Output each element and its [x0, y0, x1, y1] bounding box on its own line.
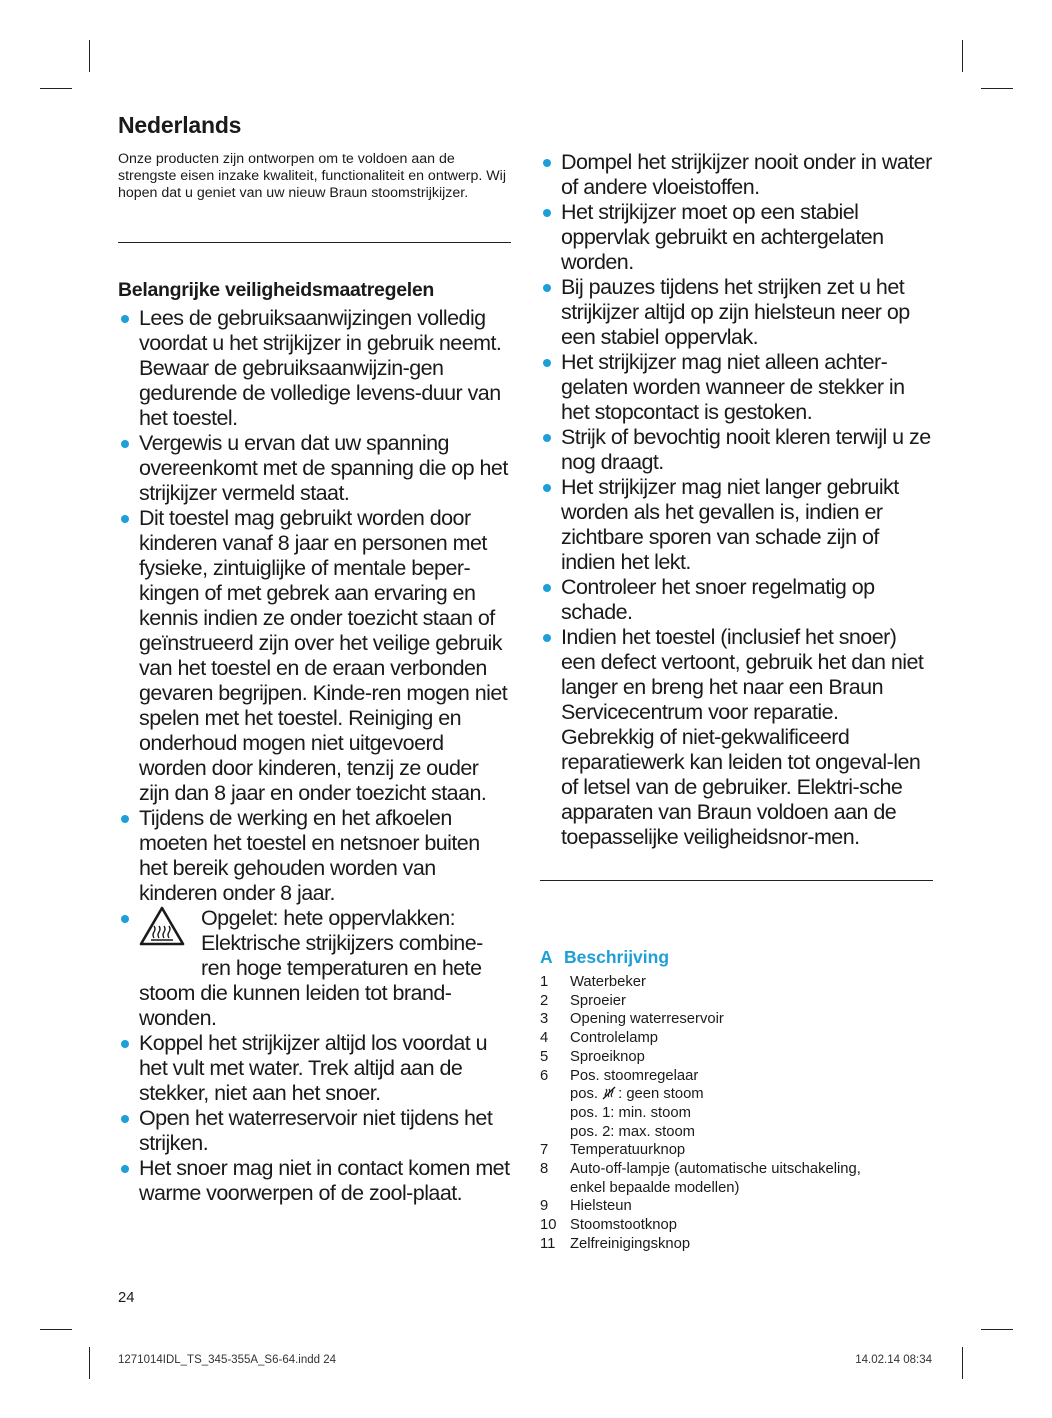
list-item: Dit toestel mag gebruikt worden door kinderen vanaf 8 jaar en personen met fysieke, zintuiglijke of mentale beper-kingen of met gebrek aan ervaring en kennis indien ze onder toezicht staan of geïnstrueerd zijn over het veilige gebruik van het toestel en de eraan verbonden gevaren begrijpen. Kinde-ren mogen niet spelen met het toestel. Reiniging en onderhoud mogen niet uitgevoerd worden door kinderen, tenzij ze ouder zijn dan 8 jaar en onder toezicht staan. [118, 506, 511, 806]
list-item: Vergewis u ervan dat uw spanning overeenkomt met de spanning die op het strijkijzer vermeld staat. [118, 431, 511, 506]
list-item: 7 Temperatuurknop [540, 1142, 686, 1159]
footer-date: 14.02.14 08:34 [855, 1354, 932, 1366]
list-item: 3 Opening waterreservoir [540, 1011, 724, 1028]
list-item: 9 Hielsteun [540, 1198, 632, 1215]
left-column [118, 112, 511, 1206]
page-title: Nederlands [118, 112, 242, 138]
bullet-icon [543, 434, 551, 442]
list-item: Strijk of bevochtig nooit kleren terwijl u ze nog draagt. [540, 425, 933, 475]
hot-surface-warning-icon [139, 906, 185, 946]
list-item: Het snoer mag niet in contact komen met warme voorwerpen of de zool-plaat. [118, 1156, 511, 1206]
crop-mark [40, 1329, 72, 1330]
bullet-icon [543, 359, 551, 367]
list-item: Open het waterreservoir niet tijdens het strijken. [118, 1106, 511, 1156]
safety-list [118, 306, 511, 1206]
warning-text-continued: stoom die kunnen leiden tot brand-wonden. [139, 981, 452, 1030]
crop-mark [40, 88, 72, 89]
warning-item [118, 906, 511, 1031]
bullet-icon [543, 159, 551, 167]
section-letter: A [540, 947, 553, 967]
bullet-icon [121, 315, 129, 323]
crop-mark [981, 88, 1013, 89]
bullet-icon [121, 815, 129, 823]
divider [118, 242, 511, 243]
list-item: 4 Controlelamp [540, 1030, 659, 1047]
divider [540, 880, 933, 881]
bullet-icon [121, 1040, 129, 1048]
list-item: 5 Sproeiknop [540, 1048, 645, 1065]
list-item: 8 Auto-off-lampje (automatische uitschakeling, enkel bepaalde modellen) [540, 1161, 861, 1196]
list-item: 6 Pos. stoomregelaar pos. : geen stoom pos. 1: min. stoom pos. 2: max. stoom [540, 1067, 704, 1140]
footer-file: 1271014IDL_TS_345-355A_S6-64.indd 24 [118, 1354, 337, 1366]
warning-text: Opgelet: hete oppervlakken: Elektrische strijkijzers combine-ren hoge temperaturen en hete [201, 906, 483, 980]
crop-mark [89, 1347, 90, 1379]
safety-list-continued [540, 150, 933, 850]
bullet-icon [543, 284, 551, 292]
list-item: Lees de gebruiksaanwijzingen volledig voordat u het strijkijzer in gebruik neemt. Bewaar de gebruiksaanwijzin-gen gedurende de volledige levens-duur van het toestel. [118, 306, 511, 431]
list-item: 10 Stoomstootknop [540, 1217, 677, 1234]
page-number: 24 [118, 1290, 135, 1306]
list-item: Het strijkijzer mag niet langer gebruikt worden als het gevallen is, indien er zichtbare sporen van schade zijn of indien het lekt. [540, 475, 933, 575]
list-item: 1 Waterbeker [540, 974, 646, 990]
no-steam-icon [602, 1086, 616, 1100]
right-column [540, 150, 933, 1254]
bullet-icon [543, 484, 551, 492]
list-item: 2 Sproeier [540, 992, 626, 1009]
safety-heading: Belangrijke veiligheidsmaatregelen [118, 279, 435, 301]
crop-mark [962, 40, 963, 72]
bullet-icon [121, 915, 129, 923]
bullet-icon [543, 584, 551, 592]
list-item: Het strijkijzer moet op een stabiel oppervlak gebruikt en achtergelaten worden. [540, 200, 933, 275]
crop-mark [981, 1329, 1013, 1330]
list-item: Tijdens de werking en het afkoelen moeten het toestel en netsnoer buiten het bereik gehouden worden van kinderen onder 8 jaar. [118, 806, 511, 906]
crop-mark [89, 40, 90, 72]
description-heading: A Beschrijving [540, 947, 670, 967]
list-item: 11 Zelfreinigingsknop [540, 1235, 691, 1252]
bullet-icon [121, 515, 129, 523]
bullet-icon [121, 1115, 129, 1123]
list-item: Bij pauzes tijdens het strijken zet u het strijkijzer altijd op zijn hielsteun neer op een stabiel oppervlak. [540, 275, 933, 350]
list-item: Koppel het strijkijzer altijd los voordat u het vult met water. Trek altijd aan de stekker, niet aan het snoer. [118, 1031, 511, 1106]
list-item: Controleer het snoer regelmatig op schade. [540, 575, 933, 625]
list-item: Indien het toestel (inclusief het snoer) een defect vertoont, gebruik het dan niet langer en breng het naar een Braun Servicecentrum voor reparatie. Gebrekkig of niet-gekwalificeerd reparatiewerk kan leiden tot ongeval-len of letsel van de gebruiker. Elektri-sche apparaten van Braun voldoen aan de toepasselijke veiligheidsnor-men. [540, 625, 933, 850]
intro-text: Onze producten zijn ontworpen om te voldoen aan de strengste eisen inzake kwaliteit, functionaliteit en ontwerp. Wij hopen dat u geniet van uw nieuw Braun stoomstrijkijzer. [118, 151, 506, 201]
bullet-icon [543, 209, 551, 217]
list-item: Dompel het strijkijzer nooit onder in water of andere vloeistoffen. [540, 150, 933, 200]
crop-mark [962, 1347, 963, 1379]
parts-list [540, 973, 933, 1254]
bullet-icon [121, 1165, 129, 1173]
bullet-icon [543, 634, 551, 642]
list-item: Het strijkijzer mag niet alleen achter-gelaten worden wanneer de stekker in het stopcontact is gestoken. [540, 350, 933, 425]
bullet-icon [121, 440, 129, 448]
